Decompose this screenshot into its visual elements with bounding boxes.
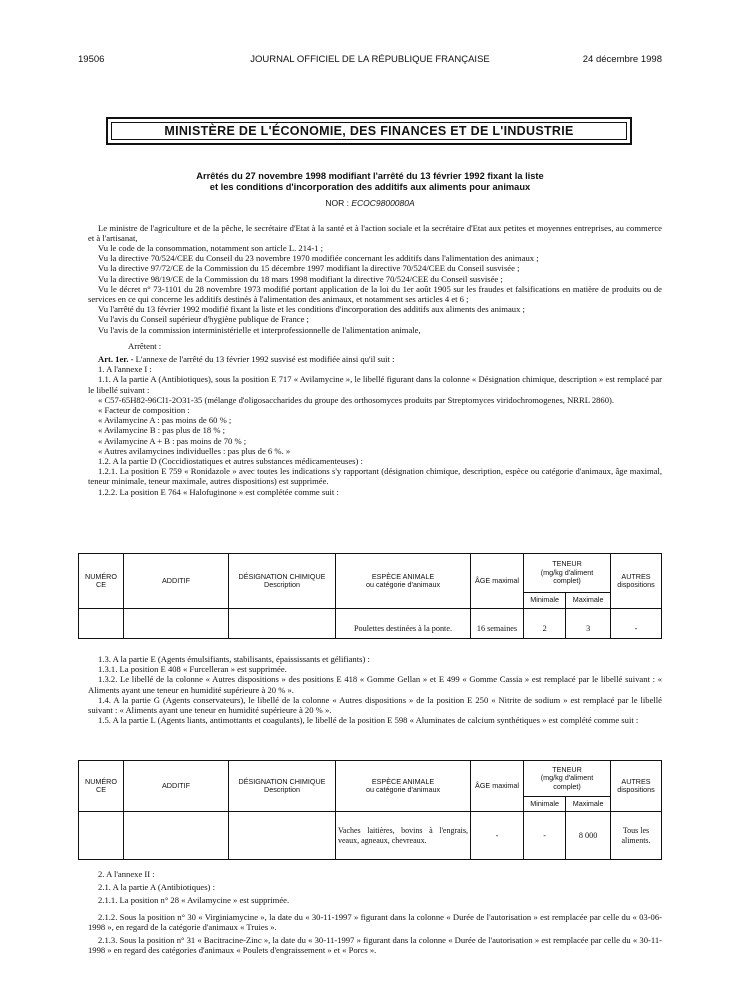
annex-item: 1.2. A la partie D (Coccidiostatiques et autres substances médicamenteuses) : [98,456,363,467]
col-maximale: Maximale [566,593,611,609]
cell-autres: - [611,609,662,639]
ministry-box [106,117,632,145]
annex-item: 2.1.1. La position n° 28 « Avilamycine » est supprimée. [98,895,290,906]
vu-item: Vu la directive 98/19/CE de la Commission du 18 mars 1998 modifiant la directive 70/524/CEE du Conseil susvisée ; [98,273,503,284]
preamble-intro: Le ministre de l'agriculture et de la pêche, le secrétaire d'Etat à la santé et à l'action sociale et la secrétaire d'Etat aux petites et moyennes entreprises, au commerce et à l'artisanat, [88,223,662,244]
col-designation: DÉSIGNATION CHIMIQUE Description [229,554,336,609]
section-1-3 [88,654,662,725]
col-autres: AUTRES dispositions [611,761,662,812]
vu-item: Vu le code de la consommation, notamment son article L. 214-1 ; [98,243,324,253]
annex-item: 2.1. A la partie A (Antibiotiques) : [98,882,215,893]
cell-max: 3 [566,609,611,639]
col-age: ÂGE maximal [471,761,524,812]
annex-item: 2.1.2. Sous la position n° 30 « Virginiamycine », la date du « 30-11-1997 » figurant dans la colonne « Durée de l'autorisation » est remplacée par celle du « 03-06-1998 », en regard de la catégorie d'animaux « Truies ». [88,911,662,932]
cell-age: - [471,812,524,860]
annex-item: « Avilamycine A + B : pas moins de 70 % ; [98,435,247,446]
section-2 [88,869,662,955]
issue-date: 24 décembre 1998 [582,54,662,65]
vu-item: Vu le décret n° 73-1101 du 28 novembre 1973 modifié portant application de la loi du 1er août 1905 sur les fraudes et falsifications en matière de produits ou de services en ce qui concerne les additifs destinés à l'alimentation des animaux, et notamment ses articles 4 et 6 ; [88,283,662,305]
col-espece: ESPÈCE ANIMALE ou catégorie d'animaux [336,761,471,812]
col-minimale: Minimale [524,797,566,812]
annex-item: 1.2.1. La position E 759 « Ronidazole » avec toutes les indications s'y rapportant (désignation chimique, description, espèce ou catégorie d'animaux, âge maximal, teneur minimale, teneur maximale, autres dispositions) est supprimée. [88,466,662,487]
aluminates-table [78,760,662,860]
arretent: Arrêtent : [128,340,162,351]
annex-item: 2.1.3. Sous la position n° 31 « Bacitracine-Zinc », la date du « 30-11-1997 » figurant dans la colonne « Durée de l'autorisation » est remplacée par celle du « 30-11-1998 » en regard des catégories d'animaux « Poulets d'engraissement » et « Porcs ». [88,935,662,956]
cell-min: 2 [524,609,566,639]
cell-autres: Tous les aliments. [611,812,662,860]
annex-item: 1.3.2. Le libellé de la colonne « Autres dispositions » des positions E 418 « Gomme Gellan » et E 499 « Gomme Cassia » est remplacé par le libellé suivant : « Aliments ayant une teneur en humidité supérieure à 20 % ». [88,674,662,695]
annex-item: « Avilamycine B : pas plus de 18 % ; [98,425,226,436]
annex-item: 1.2.2. La position E 764 « Halofuginone » est complétée comme suit : [98,486,339,497]
cell-espece: Poulettes destinées à la ponte. [336,609,471,639]
cell-max: 8 000 [566,812,611,860]
cell-espece: Vaches laitières, bovins à l'engrais, veaux, agneaux, chevreaux. [336,812,471,860]
annex-item: « Autres avilamycines individuelles : pas plus de 6 %. » [98,445,291,456]
annex-item: 2. A l'annexe II : [98,869,155,879]
journal-title: JOURNAL OFFICIEL DE LA RÉPUBLIQUE FRANÇAISE [250,54,490,65]
col-teneur: TENEUR (mg/kg d'aliment complet) [524,761,611,797]
col-maximale: Maximale [566,797,611,812]
cell-age: 16 semaines [471,609,524,639]
col-additif: ADDITIF [124,761,229,812]
col-minimale: Minimale [524,593,566,609]
annex-item: 1.5. A la partie L (Agents liants, antimottants et coagulants), le libellé de la position E 598 « Aluminates de calcium synthétiques » est complété comme suit : [98,715,639,726]
annex-item: 1.3.1. La position E 408 « Furcelleran » est supprimée. [98,664,287,675]
annex-item: 1.1. A la partie A (Antibiotiques), sous la position E 717 « Avilamycine », le libellé figurant dans la colonne « Désignation chimique, description » est remplacé par le libellé suivant : [88,374,662,395]
vu-item: Vu l'avis du Conseil supérieur d'hygiène publique de France ; [98,314,309,325]
col-numero: NUMÉRO CE [79,761,124,812]
article-1: Art. 1er. - L'annexe de l'arrêté du 13 février 1992 susvisé est modifiée ainsi qu'il suit : [98,354,395,365]
page-number: 19506 [78,54,105,65]
cell-min: - [524,812,566,860]
col-autres: AUTRES dispositions [611,554,662,609]
col-age: ÂGE maximal [471,554,524,609]
annex-item: « Facteur de composition : [98,405,190,416]
col-teneur: TENEUR (mg/kg d'aliment complet) [524,554,611,593]
preamble [88,223,662,497]
nor-reference: NOR : ECOC9800080A [325,198,415,208]
annex-item: 1.3. A la partie E (Agents émulsifiants, stabilisants, épaississants et gélifiants) : [98,654,370,664]
annex-item: 1. A l'annexe I : [98,364,152,375]
col-designation: DÉSIGNATION CHIMIQUE Description [229,761,336,812]
annex-item: « Avilamycine A : pas moins de 60 % ; [98,415,232,426]
formula-text: « C57-65H82-96Cl1-2O31-35 (mélange d'oligosaccharides du groupe des orthosomyces produits par Streptomyces viridochromogenes, NRRL 2860). [98,394,615,405]
annex-item: 1.4. A la partie G (Agents conservateurs), le libellé de la colonne « Autres dispositions » de la position E 250 « Nitrite de sodium » est remplacé par le libellé suivant : « Aliments ayant une teneur en humidité supérieure à 20 % ». [88,694,662,716]
vu-item: Vu la directive 70/524/CEE du Conseil du 23 novembre 1970 modifiée concernant les additifs dans l'alimentation des animaux ; [98,253,539,264]
col-numero: NUMÉRO CE [79,554,124,609]
col-additif: ADDITIF [124,554,229,609]
ministry-name: MINISTÈRE DE L'ÉCONOMIE, DES FINANCES ET DE L'INDUSTRIE [164,124,574,138]
vu-item: Vu la directive 97/72/CE de la Commission du 15 décembre 1997 modifiant la directive 70/524/CEE du Conseil susvisée ; [98,263,520,274]
vu-item: Vu l'arrêté du 13 février 1992 modifié fixant la liste et les conditions d'incorporation des additifs aux aliments des animaux ; [98,304,525,315]
vu-item: Vu l'avis de la commission interministérielle et interprofessionnelle de l'alimentation animale, [98,324,421,335]
halofuginone-table [78,553,662,639]
col-espece: ESPÈCE ANIMALE ou catégorie d'animaux [336,554,471,609]
decree-title: Arrêtés du 27 novembre 1998 modifiant l'arrêté du 13 février 1992 fixant la liste et les conditions d'incorporation des additifs aux aliments pour animaux [196,171,544,192]
